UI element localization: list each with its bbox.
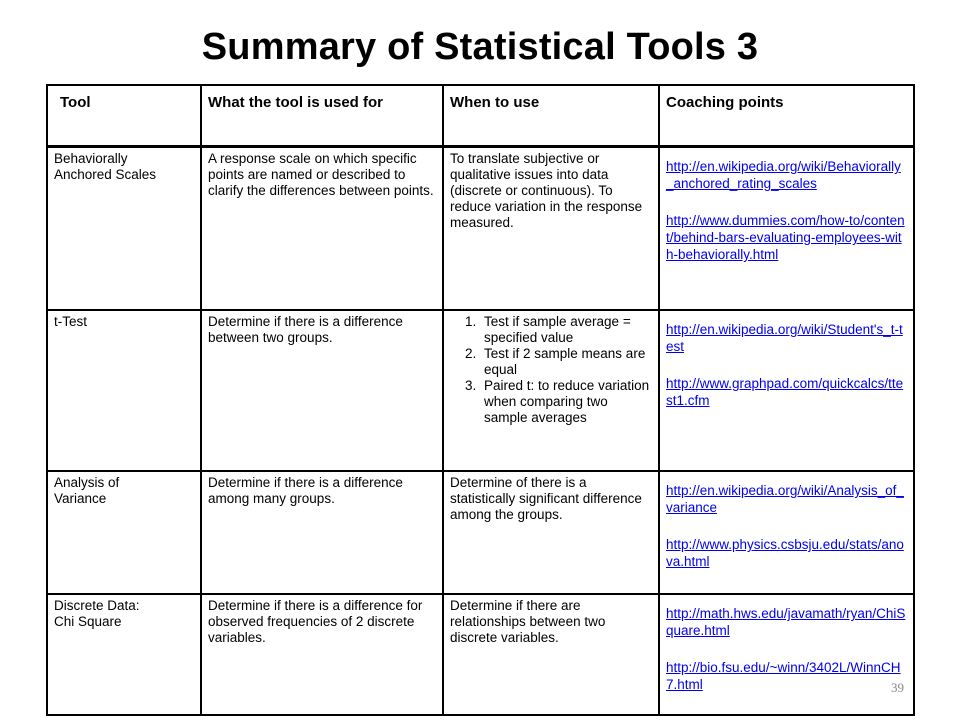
coaching-points-cell [659, 147, 914, 311]
slide-title: Summary of Statistical Tools 3 [201, 26, 759, 68]
statistical-tools-table [46, 84, 915, 716]
coaching-points-cell [659, 310, 914, 471]
coaching-link[interactable]: http://en.wikipedia.org/wiki/Analysis_of_variance [666, 483, 904, 515]
header-coaching-points: Coaching points [659, 85, 914, 147]
list-item: 1. Test if sample average = specified value [480, 314, 652, 346]
tool-name-line: Discrete Data: [54, 598, 140, 613]
coaching-link[interactable]: http://bio.fsu.edu/~winn/3402L/WinnCH7.html [666, 660, 901, 692]
coaching-link[interactable]: http://math.hws.edu/javamath/ryan/ChiSquare.html [666, 606, 906, 638]
when-to-use-cell: Determine of there is a statistically significant difference among the groups. [443, 471, 659, 594]
coaching-points-cell [659, 471, 914, 594]
tool-name-line: Analysis of [54, 475, 120, 490]
header-when-to-use: When to use [443, 85, 659, 147]
tool-cell [47, 471, 201, 594]
used-for-cell: Determine if there is a difference among many groups. [201, 471, 443, 594]
tool-name-line: Anchored Scales [54, 167, 157, 182]
tool-cell [47, 310, 201, 471]
table-header-row [47, 85, 914, 147]
used-for-cell: Determine if there is a difference for observed frequencies of 2 discrete variables. [201, 594, 443, 715]
tool-name-line: Variance [54, 491, 107, 506]
used-for-cell: Determine if there is a difference between two groups. [201, 310, 443, 471]
coaching-points-cell [659, 594, 914, 715]
coaching-link[interactable]: http://www.physics.csbsju.edu/stats/anova.html [666, 537, 904, 569]
header-used-for: What the tool is used for [201, 85, 443, 147]
table-row [47, 147, 914, 311]
tool-name-line: Behaviorally [54, 151, 128, 166]
table-row [47, 471, 914, 594]
tool-cell [47, 147, 201, 311]
header-tool: Tool [47, 85, 201, 147]
tool-name-line: Chi Square [54, 614, 122, 629]
table-row [47, 594, 914, 715]
when-to-use-cell [443, 310, 659, 471]
coaching-link[interactable]: http://www.graphpad.com/quickcalcs/ttest1.cfm [666, 376, 904, 408]
used-for-cell: A response scale on which specific points are named or described to clarify the differences between points. [201, 147, 443, 311]
tool-cell [47, 594, 201, 715]
when-to-use-cell: To translate subjective or qualitative issues into data (discrete or continuous). To reduce variation in the response measured. [443, 147, 659, 311]
list-item: 2. Test if 2 sample means are equal [480, 346, 652, 378]
when-to-use-cell: Determine if there are relationships between two discrete variables. [443, 594, 659, 715]
coaching-link[interactable]: http://en.wikipedia.org/wiki/Student's_t-test [666, 322, 903, 354]
coaching-link[interactable]: http://www.dummies.com/how-to/content/behind-bars-evaluating-employees-with-behaviorally.html [666, 213, 905, 262]
coaching-link[interactable]: http://en.wikipedia.org/wiki/Behaviorally_anchored_rating_scales [666, 159, 901, 191]
table-row [47, 310, 914, 471]
when-to-use-list [450, 314, 652, 426]
tool-name-line: t-Test [54, 314, 88, 329]
page-number: 39 [891, 680, 904, 695]
list-item: 3. Paired t: to reduce variation when comparing two sample averages [480, 378, 652, 426]
